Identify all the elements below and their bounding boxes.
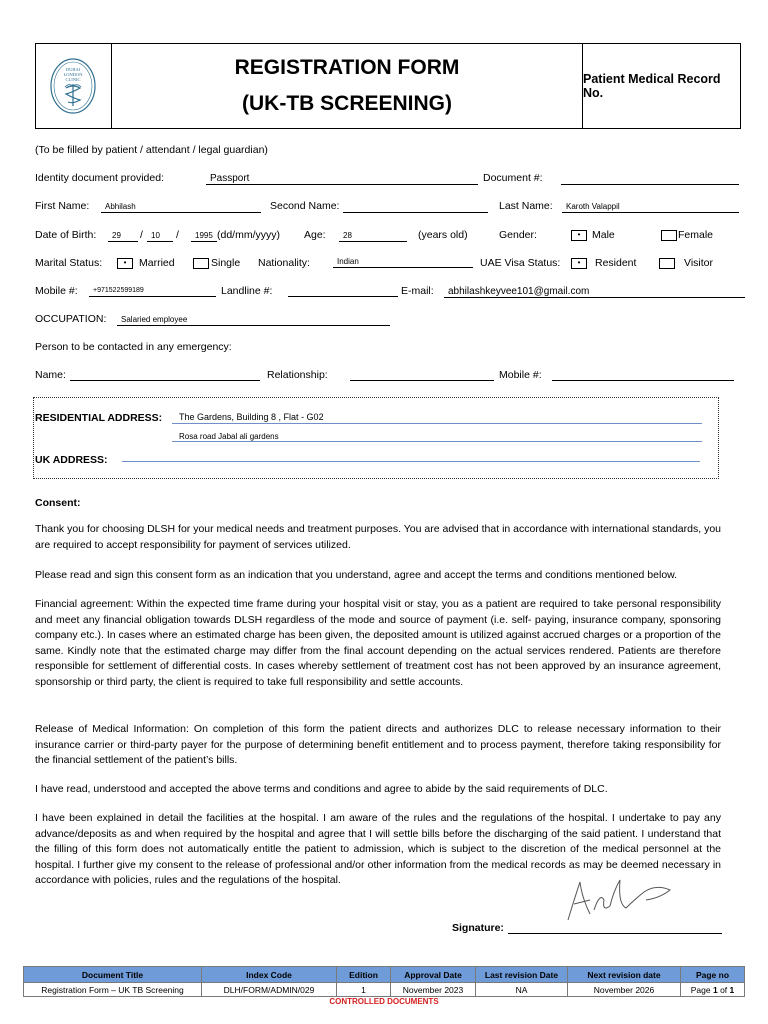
col-approval-date: Approval Date — [391, 967, 476, 983]
second-name-field[interactable] — [343, 202, 488, 213]
emergency-relationship-label: Relationship: — [267, 369, 328, 381]
age-field[interactable]: 28 — [339, 231, 407, 242]
dob-year-field[interactable]: 1995 — [191, 231, 217, 242]
marital-single-checkbox[interactable] — [193, 258, 209, 269]
document-field[interactable] — [561, 174, 739, 185]
page-of: of — [717, 984, 730, 995]
consent-paragraph-2: Please read and sign this consent form as an indication that you understand, agree and accept the terms and conditions mentioned below. — [35, 569, 678, 581]
residential-address-label: RESIDENTIAL ADDRESS: — [35, 412, 163, 424]
nationality-label: Nationality: — [258, 257, 310, 269]
col-edition: Edition — [337, 967, 391, 983]
visa-label: UAE Visa Status: — [480, 257, 561, 269]
emergency-mobile-field[interactable] — [552, 380, 734, 381]
signature-label: Signature: — [452, 922, 504, 934]
email-label: E-mail: — [401, 285, 434, 297]
email-field[interactable]: abhilashkeyvee101@gmail.com — [444, 287, 745, 298]
marital-single-label: Single — [211, 257, 241, 269]
visa-resident-label: Resident — [595, 257, 637, 269]
uk-address-underline — [122, 461, 700, 462]
controlled-documents-label: CONTROLLED DOCUMENTS — [329, 997, 439, 1006]
col-last-revision: Last revision Date — [476, 967, 568, 983]
document-control-row — [24, 983, 745, 997]
last-name-field[interactable]: Karoth Valappil — [562, 202, 739, 213]
logo-text-2: LONDON — [63, 72, 83, 77]
cell-approval-date: November 2023 — [391, 983, 476, 997]
page-total: 1 — [729, 984, 735, 995]
visa-resident-checkbox[interactable]: • — [571, 258, 587, 269]
dob-format-hint: (dd/mm/yyyy) — [217, 229, 280, 241]
consent-paragraph-1: Thank you for choosing DLSH for your medical needs and treatment purposes. You are advised that in accordance with international standards, you are required to accept responsibility for payment of services utilized. — [35, 523, 721, 551]
form-title-line2: (UK-TB SCREENING) — [242, 92, 452, 115]
first-name-field[interactable]: Abhilash — [101, 202, 261, 213]
visa-visitor-checkbox[interactable] — [659, 258, 675, 269]
cell-page-no — [681, 983, 745, 997]
form-title-line1: REGISTRATION FORM — [234, 56, 460, 79]
clinic-logo — [36, 44, 111, 128]
first-name-label: First Name: — [35, 200, 90, 212]
page-prefix: Page — [690, 984, 713, 995]
identity-label: Identity document provided: — [35, 172, 164, 184]
mobile-field[interactable]: +971522599189 — [89, 286, 216, 297]
cell-index-code: DLH/FORM/ADMIN/029 — [202, 983, 337, 997]
age-suffix: (years old) — [418, 229, 468, 241]
page-current: 1 — [712, 984, 718, 995]
handwritten-signature — [560, 870, 680, 930]
identity-field[interactable]: Passport — [206, 174, 478, 185]
uk-address-label: UK ADDRESS: — [35, 454, 108, 466]
residential-line1-underline — [172, 423, 702, 424]
gender-female-label: Female — [678, 229, 714, 241]
cell-edition: 1 — [337, 983, 391, 997]
age-label: Age: — [304, 229, 326, 241]
dob-day-field[interactable]: 29 — [108, 231, 138, 242]
last-name-label: Last Name: — [499, 200, 553, 212]
consent-paragraph-declaration: I have been explained in detail the facilities at the hospital. I am aware of the rules and the regulations of the hospital. I undertake to pay any advance/deposits as and when required by the hospital and agree that I will settle bills before the discharging of the said patient. I understand that the filling of this form does not automatically entitle the patient to admission, which is subject to the discretion of the medical personnel at the hospital. I further give my consent to the release of professional and/or other information from the medical records as may be deemed necessary in accordance with policies, rules and the regulations of the hospital. — [35, 812, 721, 887]
logo-text-3: CLINIC — [65, 77, 81, 82]
dob-separator-2: / — [176, 229, 179, 241]
marital-married-label: Married — [139, 257, 175, 269]
cell-document-title: Registration Form – UK TB Screening — [24, 983, 202, 997]
logo-cell — [36, 44, 111, 128]
gender-male-checkbox[interactable]: • — [571, 230, 587, 241]
cell-last-revision: NA — [476, 983, 568, 997]
col-document-title: Document Title — [24, 967, 202, 983]
col-index-code: Index Code — [202, 967, 337, 983]
consent-paragraph-acceptance: I have read, understood and accepted the above terms and conditions and agree to abide by the said requirements of DLC. — [35, 783, 608, 795]
landline-label: Landline #: — [221, 285, 273, 297]
form-header — [35, 43, 741, 129]
emergency-mobile-label: Mobile #: — [499, 369, 542, 381]
col-page-no: Page no — [681, 967, 745, 983]
residential-address-line2[interactable]: Rosa road Jabal ali gardens — [179, 432, 279, 441]
mobile-label: Mobile #: — [35, 285, 78, 297]
residential-address-line1[interactable]: The Gardens, Building 8 , Flat - G02 — [179, 412, 324, 422]
occupation-label: OCCUPATION: — [35, 313, 107, 325]
occupation-field[interactable]: Salaried employee — [117, 315, 390, 326]
marital-married-checkbox[interactable]: • — [117, 258, 133, 269]
document-label: Document #: — [483, 172, 543, 184]
logo-text-1: DUBAI — [65, 67, 81, 72]
nationality-field[interactable]: Indian — [333, 257, 473, 268]
landline-field[interactable] — [288, 286, 398, 297]
emergency-name-label: Name: — [35, 369, 66, 381]
address-section — [33, 397, 719, 479]
emergency-relationship-field[interactable] — [350, 380, 494, 381]
marital-label: Marital Status: — [35, 257, 103, 269]
form-instruction: (To be filled by patient / attendant / legal guardian) — [35, 144, 268, 156]
consent-paragraph-release: Release of Medical Information: On completion of this form the patient directs and authorizes DLC to release necessary information to their insurance carrier or third-party payer for the purpose of determining benefit entitlement and to process payment, therefore taking responsibility for the financial settlement of the patient’s bills. — [35, 723, 721, 767]
document-control-header-row — [24, 967, 745, 983]
gender-label: Gender: — [499, 229, 537, 241]
dob-month-field[interactable]: 10 — [147, 231, 173, 242]
visa-visitor-label: Visitor — [684, 257, 713, 269]
document-control-table — [23, 966, 745, 997]
title-cell — [111, 44, 583, 128]
consent-paragraph-financial: Financial agreement: Within the expected time frame during your hospital visit or stay, you as a patient are required to take personal responsibility and meet any financial obligation towards DLSH regardless of the mode and source of payment (i.e. self- paying, insurance company, sponsoring company etc.). In cases where an estimated charge has been given, the deposited amount is utilized against accrued charges or a proportion of the same. Kindly note that the estimated charge may differ from the final account depending on the actual services rendered. Patients are therefore responsible for settlement of differential costs. In cases whereby settlement of treatment cost has not been approved by an insurance agreement, sponsorship or third party, the client is required to take full responsibility and settle accounts. — [35, 598, 721, 688]
dob-label: Date of Birth: — [35, 229, 97, 241]
second-name-label: Second Name: — [270, 200, 340, 212]
emergency-name-field[interactable] — [70, 380, 260, 381]
gender-male-label: Male — [592, 229, 615, 241]
emergency-contact-label: Person to be contacted in any emergency: — [35, 341, 232, 353]
dob-separator-1: / — [140, 229, 143, 241]
cell-next-revision: November 2026 — [568, 983, 681, 997]
signature-field[interactable] — [508, 933, 722, 934]
col-next-revision: Next revision date — [568, 967, 681, 983]
gender-female-checkbox[interactable] — [661, 230, 677, 241]
residential-line2-underline — [172, 441, 702, 442]
medical-record-label: Patient Medical Record No. — [583, 72, 721, 100]
consent-heading: Consent: — [35, 497, 81, 509]
